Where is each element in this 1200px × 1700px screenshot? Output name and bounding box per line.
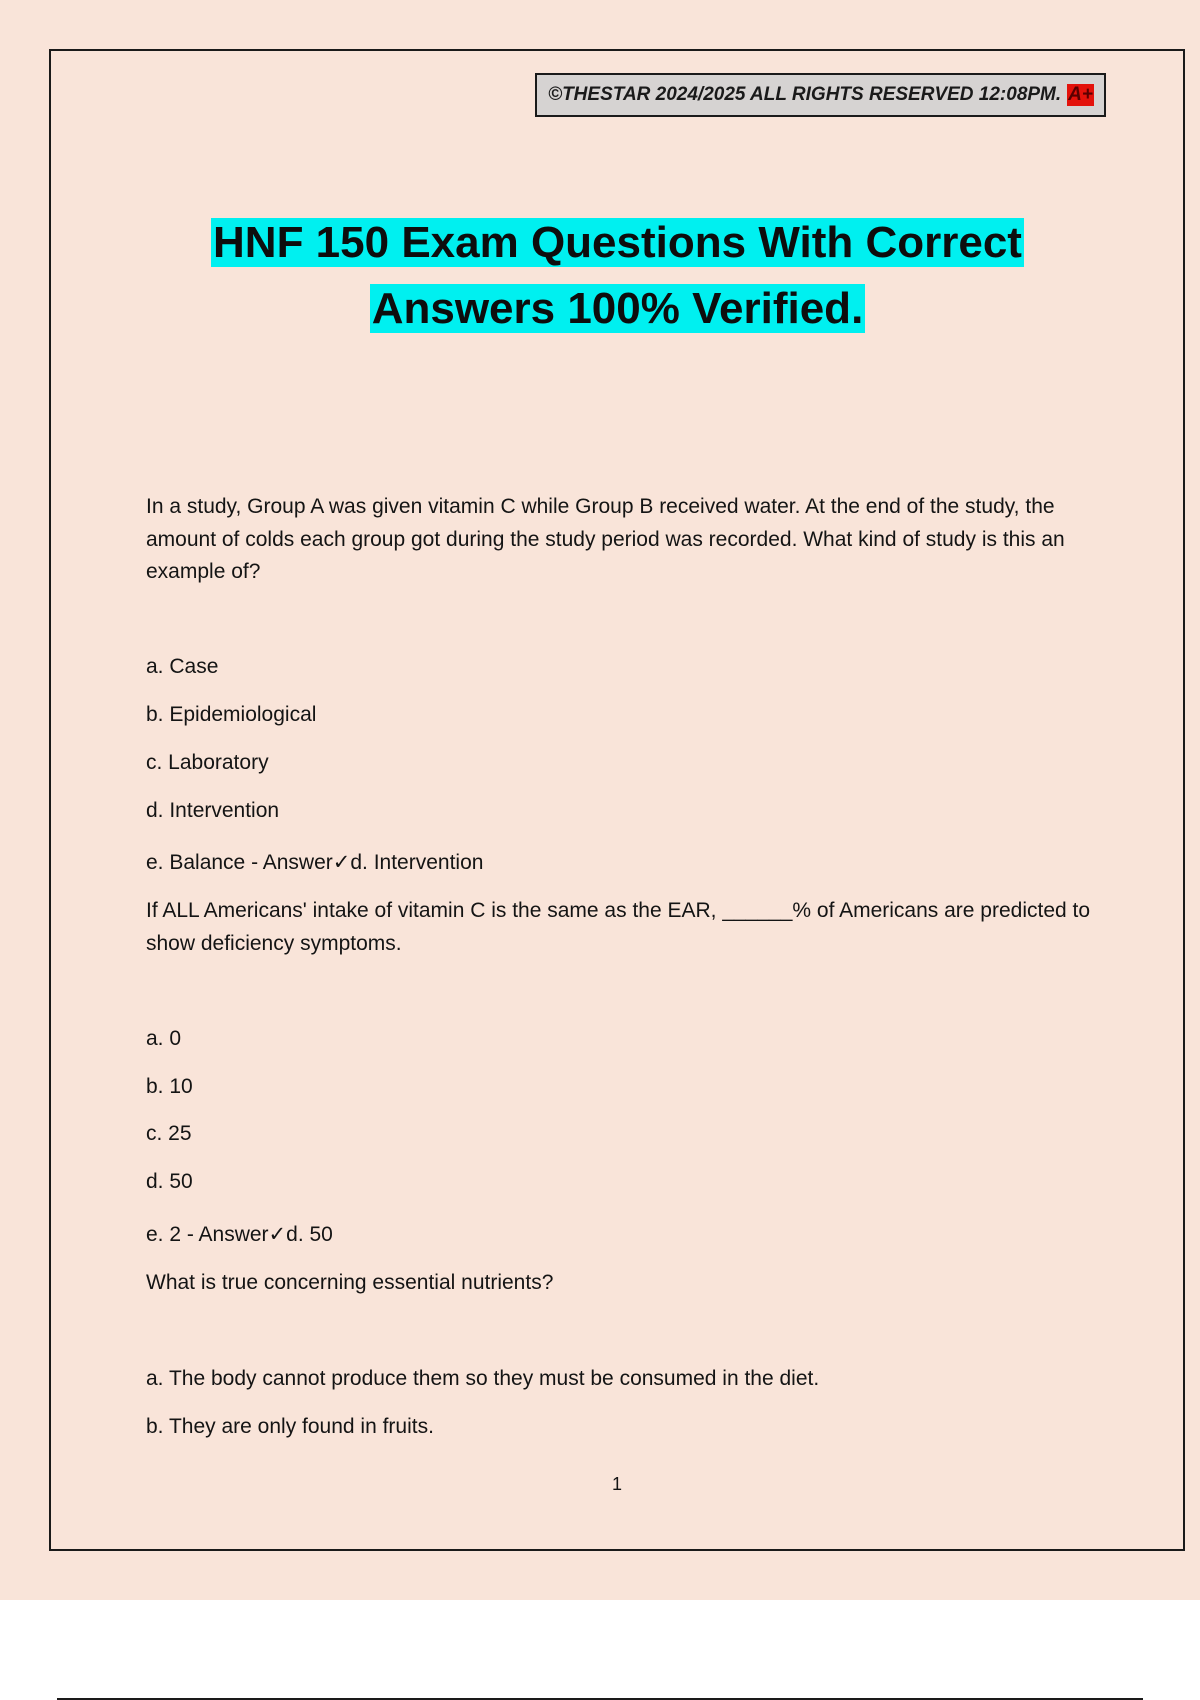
question-2-option-a: a. 0 (146, 1027, 182, 1050)
question-2-option-c: c. 25 (146, 1122, 192, 1145)
question-2-option-b: b. 10 (146, 1075, 193, 1098)
page-number: 1 (611, 1474, 622, 1494)
question-1-option-e-answer: e. Balance - Answer✓d. Intervention (146, 851, 484, 874)
question-1-option-d: d. Intervention (146, 799, 280, 822)
grade-badge: A+ (1068, 84, 1093, 105)
copyright-header (535, 73, 1106, 117)
copyright-text: ©THESTAR 2024/2025 ALL RIGHTS RESERVED 12:08PM. (548, 84, 1062, 105)
title-line-2: Answers 100% Verified. (371, 284, 864, 333)
question-1-option-a: a. Case (146, 655, 219, 678)
question-1-option-b: b. Epidemiological (146, 703, 317, 726)
question-2-text: If ALL Americans' intake of vitamin C is the same as the EAR, ______% of Americans are predicted to show deficiency symptoms. (146, 899, 1091, 955)
question-2-option-d: d. 50 (146, 1170, 193, 1193)
question-1-text: In a study, Group A was given vitamin C while Group B received water. At the end of the study, the amount of colds each group got during the study period was recorded. What kind of study is this an example of? (146, 495, 1065, 583)
question-3-text: What is true concerning essential nutrients? (146, 1271, 554, 1294)
question-3-option-b: b. They are only found in fruits. (146, 1415, 434, 1438)
question-2-option-e-answer: e. 2 - Answer✓d. 50 (146, 1223, 333, 1246)
title-line-1: HNF 150 Exam Questions With Correct (213, 218, 1022, 267)
question-3-option-a: a. The body cannot produce them so they must be consumed in the diet. (146, 1367, 820, 1390)
question-1-option-c: c. Laboratory (146, 751, 269, 774)
document-title (80, 210, 1155, 342)
